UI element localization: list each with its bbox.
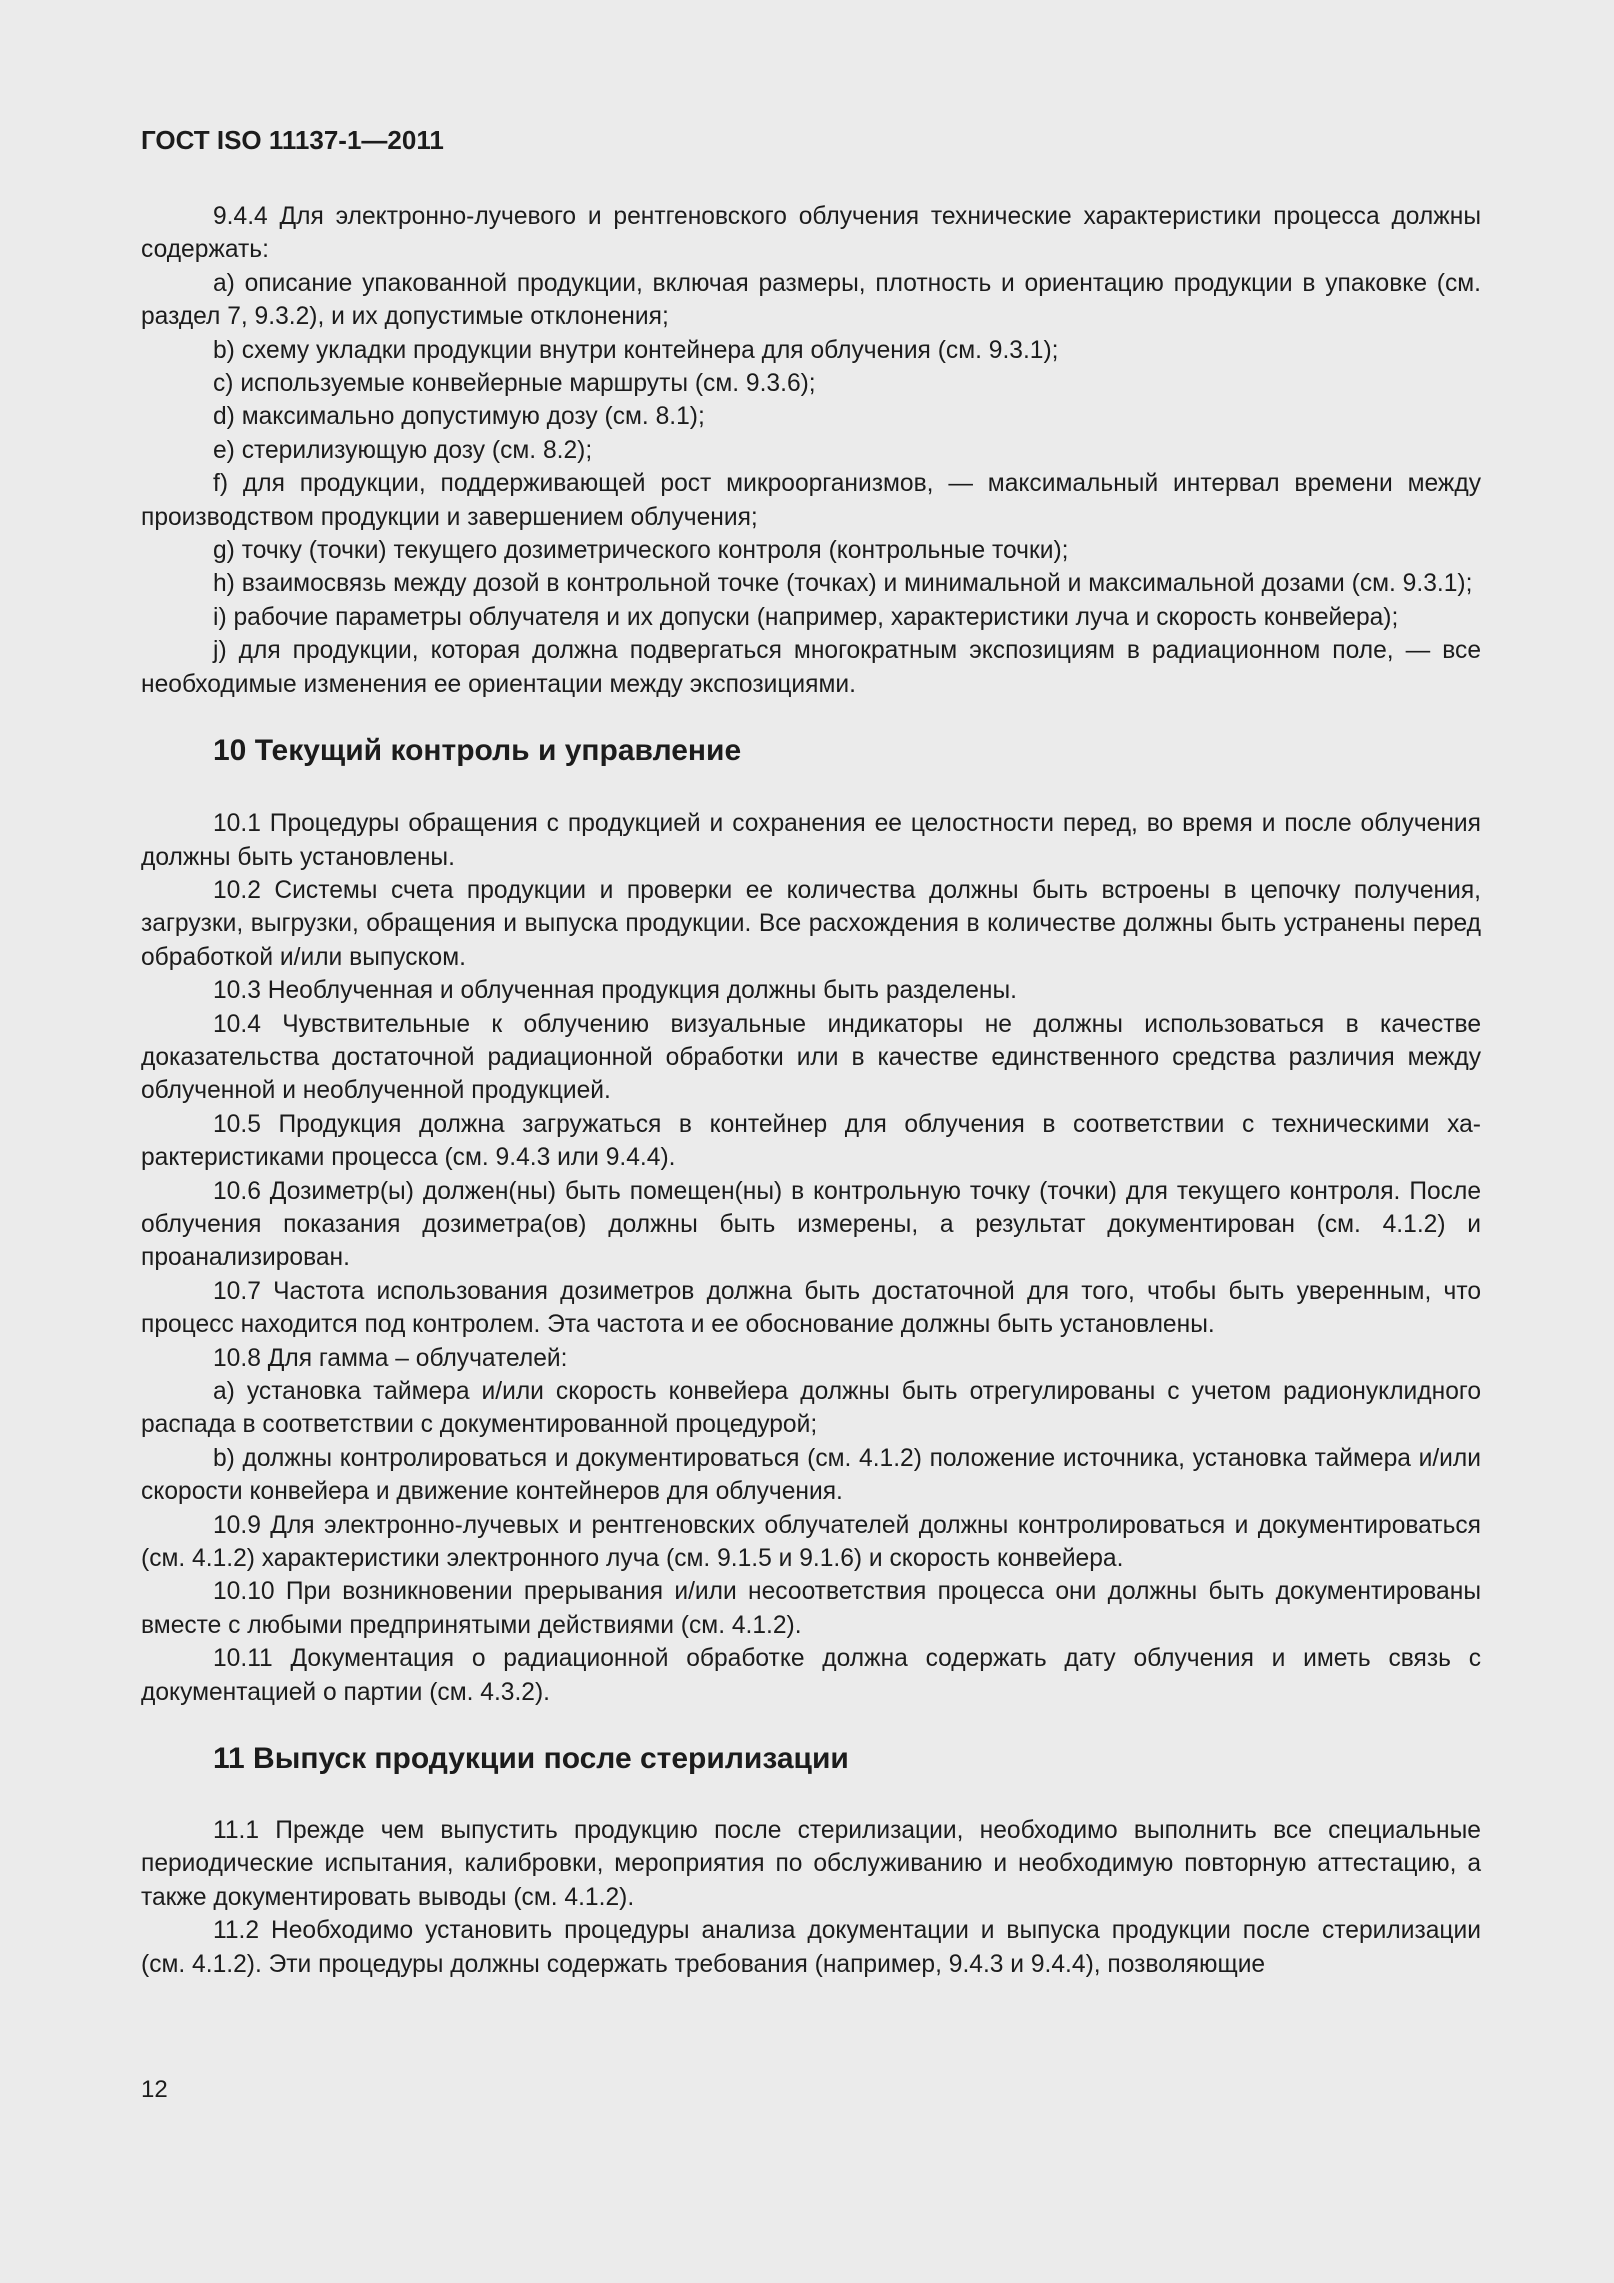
- list-item-b: b) схему укладки продукции внутри контейнера для облучения (см. 9.3.1);: [213, 336, 1059, 364]
- paragraph-10-11: 10.11 Документация о радиационной обработке должна содержать дату облучения и иметь связь с документацией о партии (см. 4.3.2).: [141, 1645, 1481, 1706]
- paragraph-10-5: 10.5 Продукция должна загружаться в контейнер для облучения в соответствии с техническими характеристиками процесса (см. 9.4.3 или 9.4.4).: [141, 1110, 1481, 1172]
- list-item-10-8-b: b) должны контролироваться и документироваться (см. 4.1.2) положение источника, установка таймера и/или скорости конвейера и движение контейнеров для облучения.: [141, 1444, 1481, 1506]
- list-item-10-8-a: a) установка таймера и/или скорость конвейера должны быть отрегулированы с учетом радионуклидного распада в соответствии с документированной процедурой;: [141, 1378, 1481, 1439]
- paragraph-10-7: 10.7 Частота использования дозиметров должна быть достаточной для того, чтобы быть уверенным, что процесс находится под контролем. Эта частота и ее обоснование должны быть установлены.: [141, 1277, 1481, 1339]
- list-item-i: i) рабочие параметры облучателя и их допуски (например, характеристики луча и скорость конвейера);: [213, 603, 1399, 631]
- section-11-heading: 11 Выпуск продукции после стерилизации: [213, 1742, 849, 1776]
- paragraph-10-4: 10.4 Чувствительные к облучению визуальные индикаторы не должны использоваться в качестве доказательства достаточной радиационной обработки или в качестве единственного средства различия между облученной и необлученной продукцией.: [141, 1010, 1481, 1105]
- list-item-f: f) для продукции, поддерживающей рост микроорганизмов, — максимальный интервал времени между производством продукции и завершением облучения;: [141, 470, 1481, 531]
- paragraph-10-2: 10.2 Системы счета продукции и проверки ее количества должны быть встроены в цепочку получения, загрузки, выгрузки, обращения и выпуска продукции. Все расхождения в количестве должны быть устранены перед обработкой и/или выпуском.: [141, 876, 1481, 971]
- list-item-c: c) используемые конвейерные маршруты (см. 9.3.6);: [213, 370, 816, 398]
- list-item-d: d) максимально допустимую дозу (см. 8.1);: [213, 403, 705, 431]
- paragraph-10-1: 10.1 Процедуры обращения с продукцией и сохранения ее целостности перед, во время и после облучения должны быть установлены.: [141, 810, 1481, 871]
- section-11: [141, 1814, 1481, 1981]
- paragraph-11-2: 11.2 Необходимо установить процедуры анализа документации и выпуска продукции после стерилизации (см. 4.1.2). Эти процедуры должны содержать требования (например, 9.4.3 и 9.4.4), позволяющие: [141, 1917, 1481, 1978]
- paragraph-10-6: 10.6 Дозиметр(ы) должен(ны) быть помещен(ны) в контрольную точку (точки) для текущего контроля. После облучения показания дозиметра(ов) должны быть измерены, а результат документирован (см. 4.1.2) и проанализирован.: [141, 1177, 1481, 1272]
- document-header: ГОСТ ISO 11137-1—2011: [141, 125, 444, 155]
- list-item-j: j) для продукции, которая должна подвергаться многократным экспозициям в радиационном поле, — все необходимые изменения ее ориентации между экспозициями.: [141, 637, 1481, 698]
- section-10: [141, 807, 1481, 1709]
- page-number: 12: [141, 2076, 168, 2103]
- list-item-g: g) точку (точки) текущего дозиметрического контроля (контрольные точки);: [213, 537, 1069, 565]
- list-item-h: h) взаимосвязь между дозой в контрольной точке (точках) и минимальной и максимальной дозами (см. 9.3.1);: [213, 570, 1473, 598]
- section-9-4-4: [141, 200, 1481, 701]
- paragraph-9-4-4: 9.4.4 Для электронно-лучевого и рентгеновского облучения технические характеристики процесса должны содержать:: [141, 203, 1481, 264]
- list-item-a: a) описание упакованной продукции, включая размеры, плотность и ориентацию продукции в упаковке (см. раздел 7, 9.3.2), и их допустимые отклонения;: [141, 269, 1481, 331]
- section-10-heading: 10 Текущий контроль и управление: [213, 734, 742, 768]
- list-item-e: e) стерилизующую дозу (см. 8.2);: [213, 436, 593, 464]
- paragraph-10-9: 10.9 Для электронно-лучевых и рентгеновских облучателей должны контролироваться и документироваться (см. 4.1.2) характеристики электронного луча (см. 9.1.5 и 9.1.6) и скорость конвейера.: [141, 1511, 1481, 1573]
- paragraph-10-3: 10.3 Необлученная и облученная продукция должны быть разделены.: [213, 977, 1018, 1005]
- paragraph-11-1: 11.1 Прежде чем выпустить продукцию после стерилизации, необходимо выполнить все специальные периодические испытания, калибровки, мероприятия по обслуживанию и необходимую повторную аттестацию, а также документировать выводы (см. 4.1.2).: [141, 1817, 1481, 1911]
- paragraph-10-10: 10.10 При возникновении прерывания и/или несоответствия процесса они должны быть документированы вместе с любыми предпринятыми действиями (см. 4.1.2).: [141, 1578, 1481, 1639]
- paragraph-10-8: 10.8 Для гамма – облучателей:: [213, 1344, 568, 1372]
